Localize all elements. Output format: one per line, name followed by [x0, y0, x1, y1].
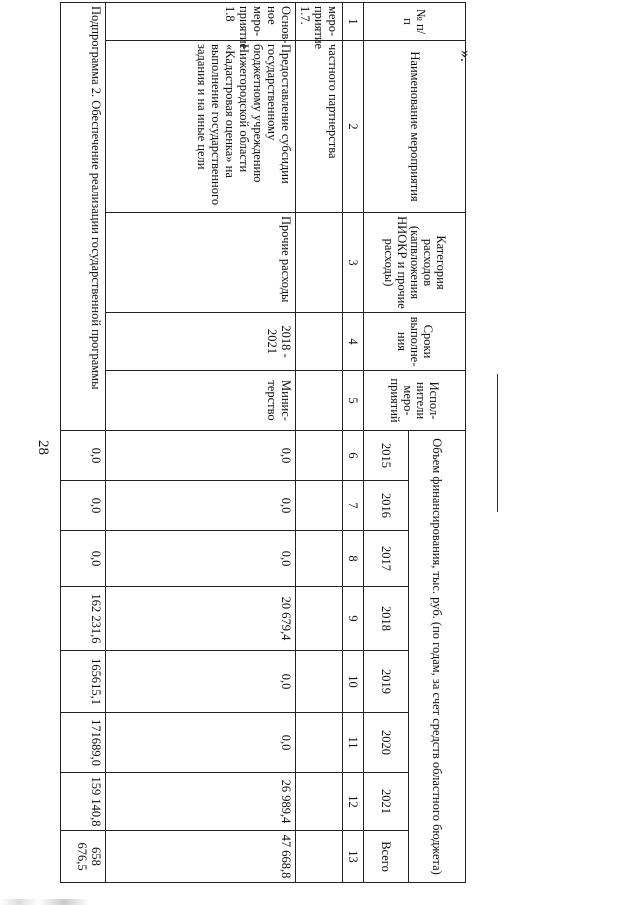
row-name: Предоставление субсидии государственному бюджетному учреждению Нижегородской области «Кадастровая оценка» на выполнение государственного задания и на иные цели	[106, 41, 296, 213]
subprogram-value: 0,0	[61, 431, 106, 481]
row-value: 47 668,8	[106, 831, 296, 883]
row-dates: 2018 - 2021	[106, 313, 296, 371]
row-value	[296, 481, 343, 531]
column-number: 2	[343, 41, 364, 213]
header-year: 2015	[364, 431, 409, 481]
subprogram-value: 0,0	[61, 531, 106, 587]
row-category: Прочие расходы	[106, 213, 296, 313]
subprogram-row	[61, 3, 106, 883]
row-value: 0,0	[106, 713, 296, 773]
row-value: 0,0	[106, 531, 296, 587]
row-value: 20 679,4	[106, 587, 296, 651]
row-executor: Минис-терство	[106, 371, 296, 431]
header-category: Категория расходов (капвложения НИОКР и прочие расходы)	[364, 213, 466, 313]
subprogram-label: Подпрограмма 2. Обеспечение реализации государственной программы	[61, 3, 106, 431]
row-value	[296, 431, 343, 481]
column-numbering-row	[343, 3, 364, 883]
header-year: 2019	[364, 651, 409, 713]
column-number: 5	[343, 371, 364, 431]
row-executor	[296, 371, 343, 431]
page-number: 28	[35, 440, 51, 455]
column-number: 10	[343, 651, 364, 713]
subprogram-value: 159 140,8	[61, 773, 106, 831]
subprogram-value: 658 676,5	[61, 831, 106, 883]
row-value	[296, 831, 343, 883]
subprogram-value: 162 231,6	[61, 587, 106, 651]
funding-table	[60, 2, 466, 883]
header-year: 2018	[364, 587, 409, 651]
column-number: 9	[343, 587, 364, 651]
row-value	[296, 773, 343, 831]
header-funding: Объем финансирования, тыс. руб. (по годам, за счет средств областного бюджета)	[409, 431, 466, 883]
row-name: частного партнерства	[296, 41, 343, 213]
row-num: меро-приятие 1.7.	[296, 3, 343, 41]
rotated-table-page	[44, 2, 466, 882]
divider-line	[497, 374, 498, 512]
header-year: 2020	[364, 713, 409, 773]
table-row	[106, 3, 296, 883]
column-number: 8	[343, 531, 364, 587]
header-year: 2016	[364, 481, 409, 531]
subprogram-value: 171689,0	[61, 713, 106, 773]
column-number: 13	[343, 831, 364, 883]
header-name: Наименование мероприятия	[364, 41, 466, 213]
column-number: 11	[343, 713, 364, 773]
header-num: № п/п	[364, 3, 466, 41]
header-year: 2021	[364, 773, 409, 831]
table-row	[296, 3, 343, 883]
closing-quote: ».	[457, 50, 474, 62]
row-dates	[296, 313, 343, 371]
column-number: 4	[343, 313, 364, 371]
row-value	[296, 713, 343, 773]
column-number: 1	[343, 3, 364, 41]
column-number: 7	[343, 481, 364, 531]
header-year: 2017	[364, 531, 409, 587]
row-value: 26 989,4	[106, 773, 296, 831]
row-value: 0,0	[106, 431, 296, 481]
column-number: 6	[343, 431, 364, 481]
column-number: 12	[343, 773, 364, 831]
row-value: 0,0	[106, 481, 296, 531]
row-category	[296, 213, 343, 313]
subprogram-value: 165615,1	[61, 651, 106, 713]
scan-edge-artifact	[0, 899, 640, 905]
row-value	[296, 587, 343, 651]
header-executors: Испол-нители меро-приятий	[364, 371, 466, 431]
row-value	[296, 651, 343, 713]
subprogram-value: 0,0	[61, 481, 106, 531]
row-value	[296, 531, 343, 587]
column-number: 3	[343, 213, 364, 313]
row-value: 0,0	[106, 651, 296, 713]
header-total: Всего	[364, 831, 409, 883]
row-num: Основ-ное меро-приятие 1.8	[106, 3, 296, 41]
header-dates: Сроки выполне-ния	[364, 313, 466, 371]
